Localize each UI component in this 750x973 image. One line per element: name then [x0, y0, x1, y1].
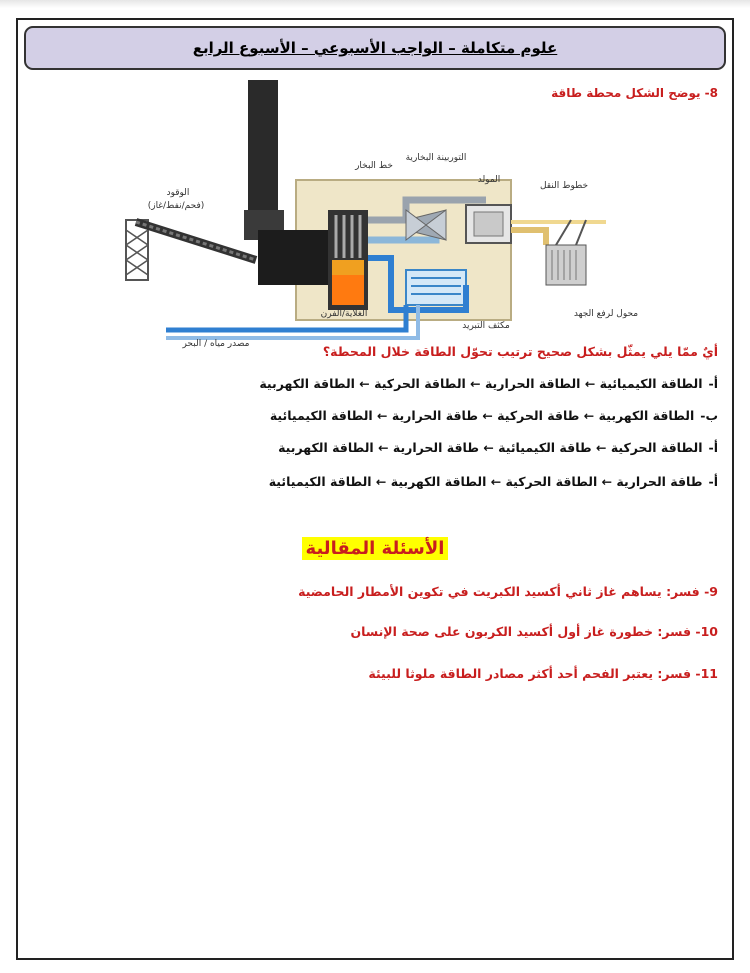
question-8-prompt: 8- يوضح الشكل محطة طاقة: [551, 86, 718, 100]
label-transformer: محول لرفع الجهد: [573, 309, 639, 319]
option-chain: الطاقة الكهربية ← طاقة الحركية ← طاقة الحرارية ← الطاقة الكيميائية: [269, 408, 695, 423]
option-letter: أ-: [708, 440, 718, 455]
label-water-source: مصدر مياه / البحر: [182, 339, 250, 349]
label-boiler: الغلاية/الفرن: [320, 309, 368, 319]
label-condenser: مكثف التبريد: [462, 321, 510, 331]
option-d: [269, 474, 718, 489]
essay-section-heading-wrap: [18, 538, 732, 559]
option-letter: أ-: [708, 376, 718, 391]
label-steam-line: خط البخار: [355, 161, 393, 171]
label-fuel-sub: (فحم/نفط/غاز): [147, 201, 205, 211]
power-output-line: [511, 230, 546, 245]
step-up-transformer: [546, 220, 586, 285]
essay-question-10: 10- فسر: خطورة غاز أول أكسيد الكربون على صحة الإنسان: [350, 624, 718, 639]
label-transmission: خطوط النقل: [539, 181, 589, 191]
question-8-stem: أيٌ ممّا يلي يمثّل بشكل صحيح ترتيب تحوّل الطاقة خلال المحطة؟: [322, 344, 718, 359]
essay-question-9: 9- فسر: يساهم غاز ثاني أكسيد الكبريت في تكوين الأمطار الحامضية: [298, 584, 718, 599]
top-edge: [0, 0, 750, 8]
option-chain: الطاقة الحركية ← طاقة الكيميائية ← طاقة الحرارية ← الطاقة الكهربية: [278, 440, 703, 455]
condenser: [406, 270, 466, 305]
fuel-hopper: [126, 220, 148, 280]
option-b: [270, 408, 718, 423]
option-a: [259, 376, 718, 391]
option-letter: ب-: [700, 408, 718, 423]
essay-question-11: 11- فسر: يعتبر الفحم أحد أكثر مصادر الطاقة ملوثا للبيئة: [368, 666, 718, 681]
label-fuel: الوقود: [166, 188, 190, 198]
label-generator: المولد: [477, 175, 501, 185]
worksheet-page: [16, 18, 734, 960]
option-chain: طاقة الحرارية ← الطاقة الحركية ← الطاقة الكهربية ← الطاقة الكيميائية: [268, 474, 703, 489]
worksheet-title: علوم متكاملة – الواجب الأسبوعي – الأسبوع الرابع: [192, 39, 558, 57]
chimney: [248, 80, 278, 230]
option-c: [278, 440, 718, 455]
essay-section-heading: الأسئلة المقالية: [302, 537, 449, 560]
option-chain: الطاقة الكيميائية ← الطاقة الحرارية ← الطاقة الحركية ← الطاقة الكهربية: [259, 376, 703, 391]
label-steam-turbine: التوربينة البخارية: [405, 153, 467, 163]
option-letter: أ-: [708, 474, 718, 489]
steam-turbine: [406, 210, 446, 240]
title-box: [24, 26, 726, 70]
